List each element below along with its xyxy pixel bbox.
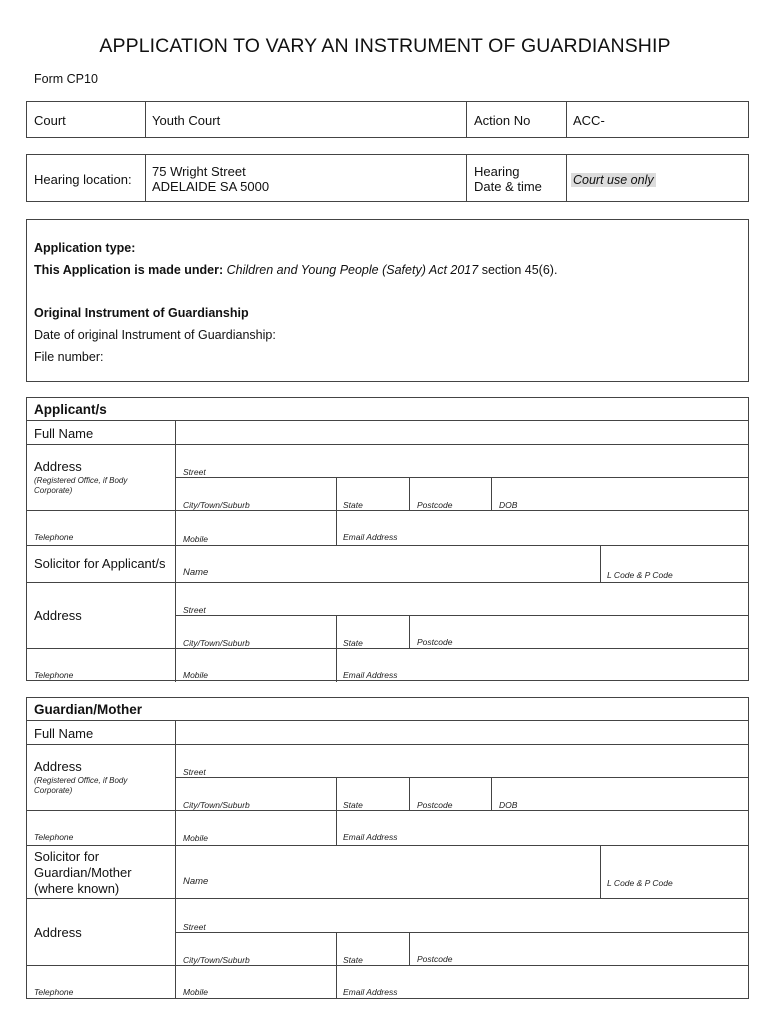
guardian-solicitor-name-field[interactable]: Name — [183, 876, 209, 887]
guardian-solicitor-state-field[interactable]: State — [343, 955, 363, 965]
guardian-email-field[interactable]: Email Address — [343, 832, 398, 842]
guardian-solicitor-city-field[interactable]: City/Town/Suburb — [183, 955, 250, 965]
hearing-address-line2: ADELAIDE SA 5000 — [152, 179, 270, 194]
applicant-heading: Applicant/s — [34, 402, 107, 417]
applicant-state-field[interactable]: State — [343, 500, 363, 510]
guardian-state-field[interactable]: State — [343, 800, 363, 810]
guardian-dob-field[interactable]: DOB — [499, 800, 518, 810]
guardian-solicitor-telephone-field[interactable]: Telephone — [34, 987, 74, 997]
hearing-address-line1: 75 Wright Street — [152, 164, 246, 179]
applicant-solicitor-state-field[interactable]: State — [343, 638, 363, 648]
hearing-datetime-label-1: Hearing — [474, 164, 520, 179]
action-no-label: Action No — [474, 113, 531, 128]
applicant-solicitor-postcode-field[interactable]: Postcode — [417, 637, 453, 647]
guardian-heading: Guardian/Mother — [34, 702, 143, 717]
hearing-location-label: Hearing location: — [34, 172, 132, 187]
act-name: Children and Young People (Safety) Act 2017 — [226, 263, 479, 277]
applicant-address-note: (Registered Office, if Body Corporate) — [34, 476, 128, 495]
guardian-solicitor-label-3: (where known) — [34, 881, 120, 896]
applicant-full-name-field[interactable] — [176, 421, 748, 443]
applicant-solicitor-city-field[interactable]: City/Town/Suburb — [183, 638, 250, 648]
applicant-solicitor-name-field[interactable]: Name — [183, 567, 209, 578]
guardian-mobile-field[interactable]: Mobile — [183, 833, 209, 843]
guardian-solicitor-lcode-field[interactable]: L Code & P Code — [607, 878, 673, 888]
court-use-only-label: Court use only — [573, 173, 654, 187]
guardian-solicitor-postcode-field[interactable]: Postcode — [417, 954, 453, 964]
original-date-label: Date of original Instrument of Guardianship: — [34, 328, 276, 342]
file-number-label: File number: — [34, 350, 104, 364]
applicant-solicitor-mobile-field[interactable]: Mobile — [183, 670, 209, 680]
court-use-only-field[interactable] — [571, 171, 656, 189]
form-number: Form CP10 — [34, 72, 98, 86]
hearing-datetime-label-2: Date & time — [474, 179, 542, 194]
applicant-postcode-field[interactable]: Postcode — [417, 500, 453, 510]
guardian-street-field[interactable]: Street — [183, 767, 206, 777]
guardian-postcode-field[interactable]: Postcode — [417, 800, 453, 810]
applicant-email-field[interactable]: Email Address — [343, 532, 398, 542]
application-made-under — [34, 263, 557, 277]
application-type-label: Application type: — [34, 241, 136, 255]
guardian-full-name-field[interactable] — [176, 721, 748, 743]
court-label: Court — [34, 113, 66, 128]
guardian-solicitor-street-field[interactable]: Street — [183, 922, 206, 932]
guardian-solicitor-email-field[interactable]: Email Address — [343, 987, 398, 997]
applicant-solicitor-email-field[interactable]: Email Address — [343, 670, 398, 680]
applicant-city-field[interactable]: City/Town/Suburb — [183, 500, 250, 510]
original-instrument-heading: Original Instrument of Guardianship — [34, 306, 249, 320]
act-section: section 45(6). — [481, 263, 558, 277]
guardian-solicitor-label-1: Solicitor for — [34, 849, 100, 864]
guardian-telephone-field[interactable]: Telephone — [34, 832, 74, 842]
applicant-solicitor-address-label: Address — [34, 608, 82, 623]
guardian-solicitor-label-2: Guardian/Mother — [34, 865, 132, 880]
guardian-solicitor-address-label: Address — [34, 925, 82, 940]
document-title: APPLICATION TO VARY AN INSTRUMENT OF GUARDIANSHIP — [99, 35, 671, 57]
applicant-street-field[interactable]: Street — [183, 467, 206, 477]
applicant-address-label: Address — [34, 459, 82, 474]
applicant-solicitor-telephone-field[interactable]: Telephone — [34, 670, 74, 680]
applicant-solicitor-street-field[interactable]: Street — [183, 605, 206, 615]
applicant-mobile-field[interactable]: Mobile — [183, 534, 209, 544]
guardian-city-field[interactable]: City/Town/Suburb — [183, 800, 250, 810]
applicant-telephone-field[interactable]: Telephone — [34, 532, 74, 542]
applicant-dob-field[interactable]: DOB — [499, 500, 518, 510]
guardian-address-label: Address — [34, 759, 82, 774]
made-under-prefix: This Application is made under: — [34, 263, 224, 277]
action-no-field[interactable]: ACC- — [573, 113, 605, 128]
guardian-address-note: (Registered Office, if Body Corporate) — [34, 776, 128, 795]
applicant-full-name-label: Full Name — [34, 426, 94, 441]
court-row — [26, 101, 749, 138]
applicant-solicitor-lcode-field[interactable]: L Code & P Code — [607, 570, 673, 580]
applicant-solicitor-label: Solicitor for Applicant/s — [34, 556, 166, 571]
guardian-solicitor-mobile-field[interactable]: Mobile — [183, 987, 209, 997]
court-value[interactable]: Youth Court — [152, 113, 221, 128]
guardian-full-name-label: Full Name — [34, 726, 94, 741]
